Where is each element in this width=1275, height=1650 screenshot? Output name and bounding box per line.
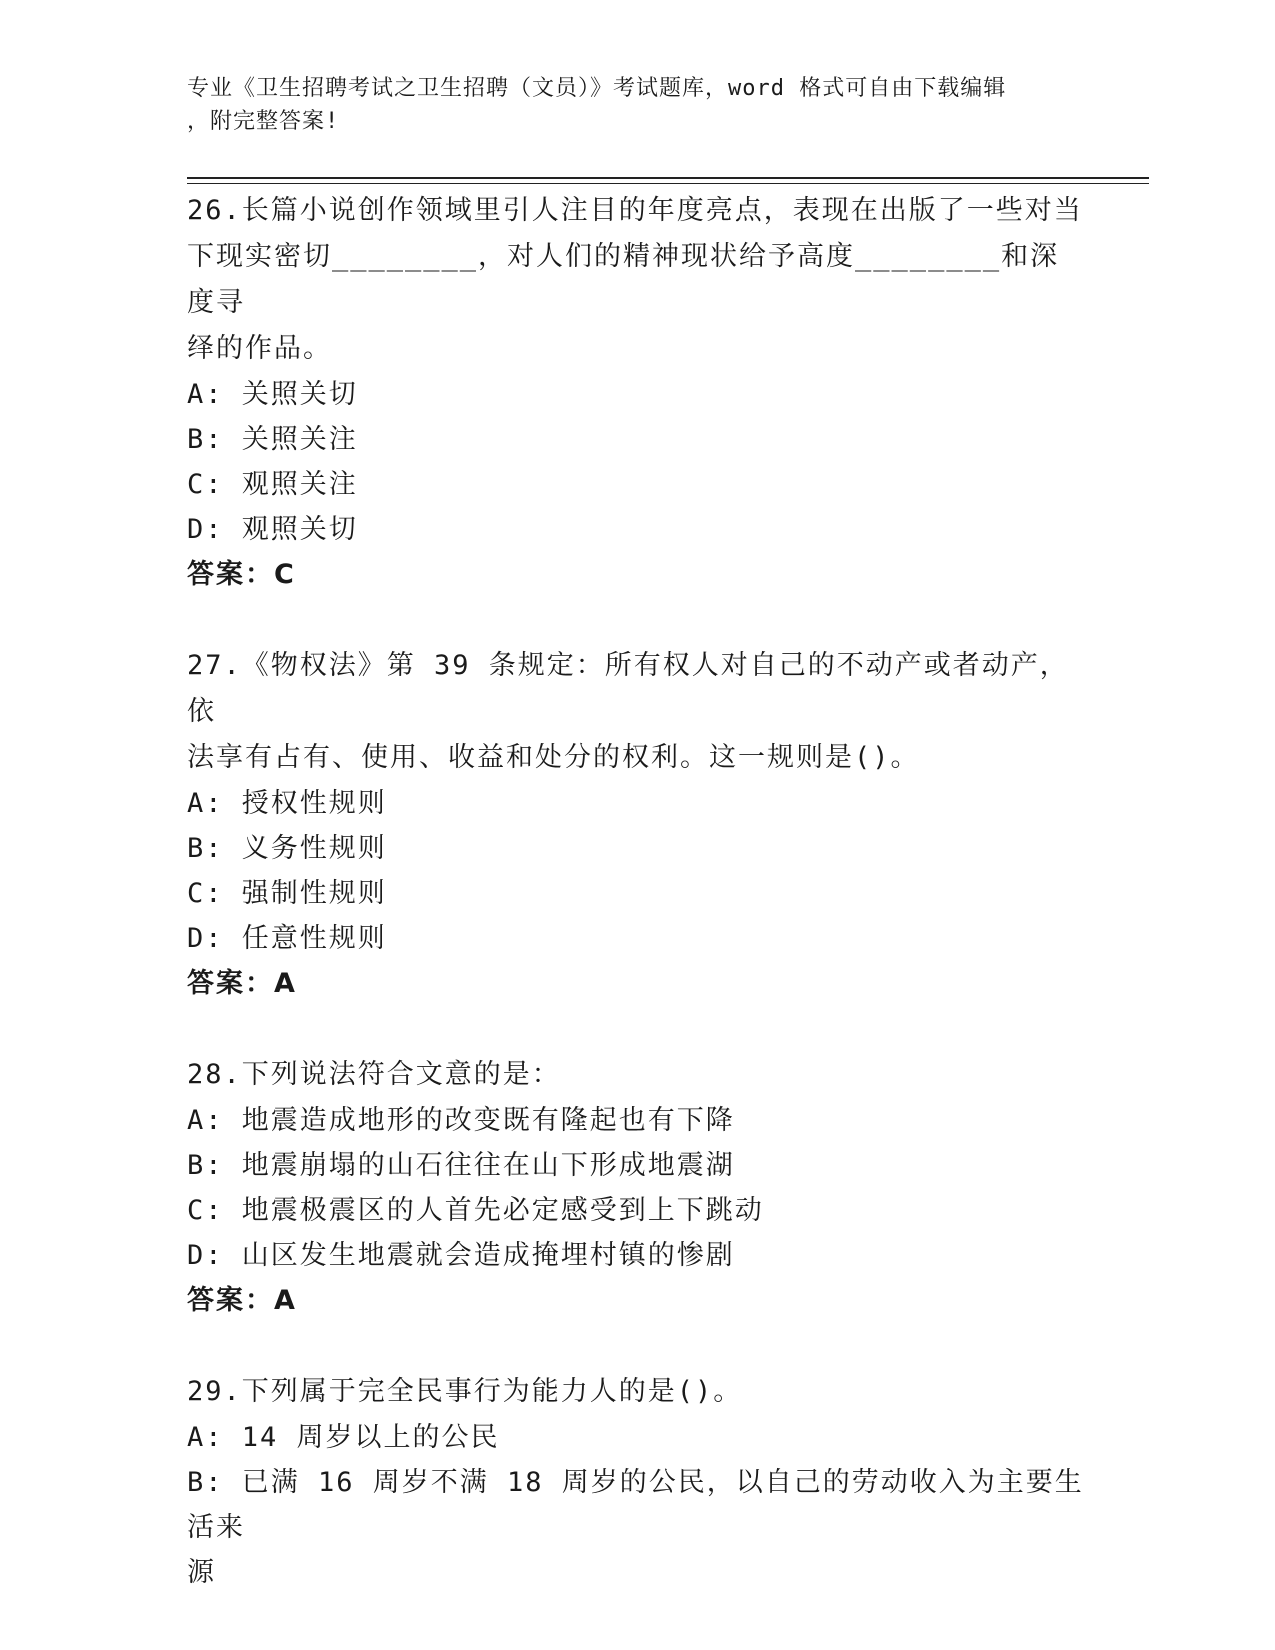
question-text-line: 28.下列说法符合文意的是：	[187, 1059, 561, 1090]
option-a: A: 14 周岁以上的公民	[187, 1422, 500, 1453]
question-text-line: 27.《物权法》第 39 条规定：所有权人对自己的不动产或者动产，依	[187, 650, 1069, 727]
question-text-line: 法享有占有、使用、收益和处分的权利。这一规则是()。	[187, 742, 920, 773]
option-b: B: 义务性规则	[187, 833, 387, 864]
question-text-line: 绎的作品。	[187, 333, 332, 364]
option-a: A: 授权性规则	[187, 788, 387, 819]
answer-label: 答案：A	[187, 1285, 297, 1316]
question-28	[187, 1052, 1087, 1324]
option-c: C: 地震极震区的人首先必定感受到上下跳动	[187, 1195, 764, 1226]
option-d: D: 山区发生地震就会造成掩埋村镇的惨剧	[187, 1240, 735, 1271]
header-divider-thick	[187, 177, 1149, 179]
question-26	[187, 188, 1087, 598]
option-b-continued: 源	[187, 1557, 216, 1588]
question-text-line: 下现实密切________，对人们的精神现状给予高度________和深度寻	[187, 241, 1060, 318]
question-list	[187, 188, 1087, 1640]
question-text-line: 26.长篇小说创作领域里引人注目的年度亮点，表现在出版了一些对当	[187, 195, 1083, 226]
option-a: A: 地震造成地形的改变既有隆起也有下降	[187, 1105, 735, 1136]
option-b: B: 地震崩塌的山石往往在山下形成地震湖	[187, 1150, 735, 1181]
question-29	[187, 1369, 1087, 1595]
option-d: D: 任意性规则	[187, 923, 387, 954]
option-d: D: 观照关切	[187, 514, 358, 545]
answer-label: 答案：A	[187, 968, 297, 999]
option-c: C: 强制性规则	[187, 878, 387, 909]
option-a: A: 关照关切	[187, 379, 358, 410]
answer-label: 答案：C	[187, 559, 296, 590]
header-divider-thin	[187, 183, 1149, 184]
question-27	[187, 643, 1087, 1007]
option-c: C: 观照关注	[187, 469, 358, 500]
header-line-2: ，附完整答案!	[187, 109, 340, 134]
option-b: B: 已满 16 周岁不满 18 周岁的公民，以自己的劳动收入为主要生活来	[187, 1467, 1084, 1543]
header-line-1: 专业《卫生招聘考试之卫生招聘（文员）》考试题库，word 格式可自由下载编辑	[187, 76, 1007, 101]
option-b: B: 关照关注	[187, 424, 358, 455]
question-text-line: 29.下列属于完全民事行为能力人的是()。	[187, 1376, 743, 1407]
document-header	[187, 72, 1067, 138]
